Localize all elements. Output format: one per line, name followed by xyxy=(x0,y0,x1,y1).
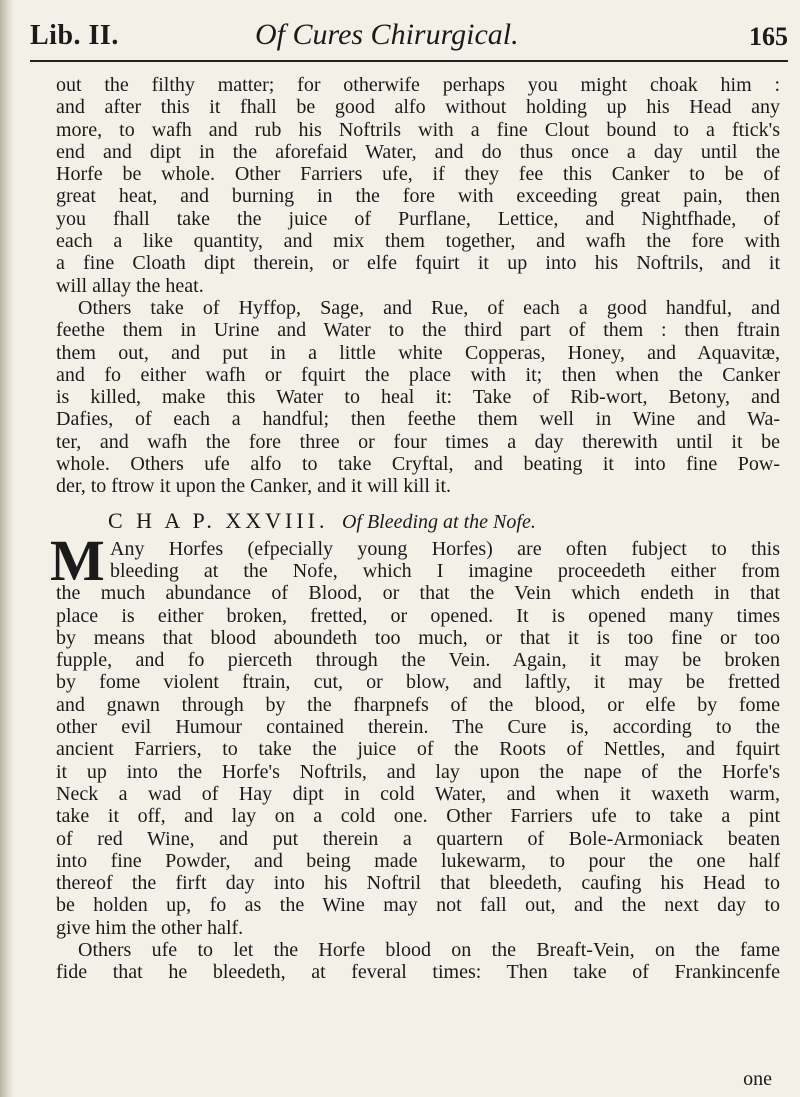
chapter-heading xyxy=(56,504,780,538)
text-line: Neck a wad of Hay dipt in cold Water, and when it waxeth warm, xyxy=(56,782,780,805)
drop-capital: M xyxy=(50,527,105,593)
text-line: place is either broken, fretted, or opened. It is opened many times xyxy=(56,604,780,627)
text-line: by fome violent ftrain, cut, or blow, and laftly, it may be fretted xyxy=(56,671,780,694)
page-gutter-shadow xyxy=(0,0,14,1097)
book-number: Lib. II. xyxy=(30,20,119,51)
text-line: of red Wine, and put therein a quartern of Bole-Armoniack beaten xyxy=(56,827,780,850)
text-line: whole. Others ufe alfo to take Cryftal, and beating it into fine Pow- xyxy=(56,453,780,476)
text-line: Others take of Hyffop, Sage, and Rue, of each a good handful, and xyxy=(78,296,780,319)
header-rule xyxy=(30,60,788,62)
text-line: is killed, make this Water to heal it: Take of Rib-wort, Betony, and xyxy=(56,386,780,409)
text-line: Any Horfes (efpecially young Horfes) are often fubject to this xyxy=(110,537,780,560)
text-line: you fhall take the juice of Purflane, Lettice, and Nightfhade, of xyxy=(56,207,780,230)
text-line: Others ufe to let the Horfe blood on the Breaft-Vein, on the fame xyxy=(78,938,780,961)
text-line: feethe them in Urine and Water to the third part of them : then ftrain xyxy=(56,319,780,342)
page-number: 165 xyxy=(749,22,788,51)
text-line: more, to wafh and rub his Noftrils with a fine Clout bound to a ftick's xyxy=(56,118,780,141)
text-line: fupple, and fo pierceth through the Vein. Again, it may be broken xyxy=(56,649,780,672)
page-header xyxy=(30,8,788,58)
catchword: one xyxy=(743,1068,772,1090)
paragraph-4 xyxy=(56,939,780,984)
text-line: will allay the heat. xyxy=(56,274,204,297)
text-line: out the filthy matter; for otherwife perhaps you might choak him : xyxy=(56,74,780,96)
text-line: Dafies, of each a handful; then feethe them well in Wine and Wa- xyxy=(56,408,780,431)
text-line: by means that blood aboundeth too much, or that it is too fine or too xyxy=(56,626,780,649)
text-line: be holden up, fo as the Wine may not fall out, and the next day to xyxy=(56,894,780,917)
running-title: Of Cures Chirurgical. xyxy=(255,18,519,51)
text-line: into fine Powder, and being made lukewarm, to pour the one half xyxy=(56,849,780,872)
text-line: great heat, and burning in the fore with exceeding great pain, then xyxy=(56,185,780,208)
text-line: a fine Cloath dipt therein, or elfe fquirt it up into his Noftrils, and it xyxy=(56,252,780,275)
paragraph-1 xyxy=(56,74,780,297)
text-line: take it off, and lay on a cold one. Other Farriers ufe to take a pint xyxy=(56,805,780,828)
text-line: ter, and wafh the fore three or four times a day therewith until it be xyxy=(56,430,780,453)
text-line: thereof the firft day into his Noftril that bleedeth, caufing his Head to xyxy=(56,872,780,895)
text-line: give him the other half. xyxy=(56,916,244,939)
text-line: bleeding at the Nofe, which I imagine proceedeth either from xyxy=(110,559,780,582)
text-line: the much abundance of Blood, or that the Vein which endeth in that xyxy=(56,582,780,605)
text-line: and after this it fhall be good alfo without holding up his Head any xyxy=(56,96,780,119)
text-line: der, to ftrow it upon the Canker, and it will kill it. xyxy=(56,475,451,498)
page-body xyxy=(50,74,780,984)
text-line: it up into the Horfe's Noftrils, and lay upon the nape of the Horfe's xyxy=(56,760,780,783)
text-line: ancient Farriers, to take the juice of the Roots of Nettles, and fquirt xyxy=(56,738,780,761)
paragraph-2 xyxy=(56,297,780,498)
text-line: other evil Humour contained therein. The Cure is, according to the xyxy=(56,716,780,739)
text-line: Horfe be whole. Other Farriers ufe, if they fee this Canker to be of xyxy=(56,163,780,186)
text-line: and gnawn through by the fharpnefs of the blood, or elfe by fome xyxy=(56,693,780,716)
chapter-label: C H A P. XXVIII. xyxy=(108,507,329,533)
text-line: and fo either wafh or fquirt the place with it; then when the Canker xyxy=(56,363,780,386)
text-line: end and dipt in the aforefaid Water, and do thus once a day until the xyxy=(56,140,780,163)
text-line: them out, and put in a little white Copperas, Honey, and Aquavitæ, xyxy=(56,341,780,364)
paragraph-3 xyxy=(50,527,780,939)
chapter-title: Of Bleeding at the Nofe. xyxy=(341,510,536,533)
text-line: each a like quantity, and mix them together, and wafh the fore with xyxy=(56,230,780,253)
text-line: fide that he bleedeth, at feveral times: Then take of Frankincenfe xyxy=(56,961,780,984)
